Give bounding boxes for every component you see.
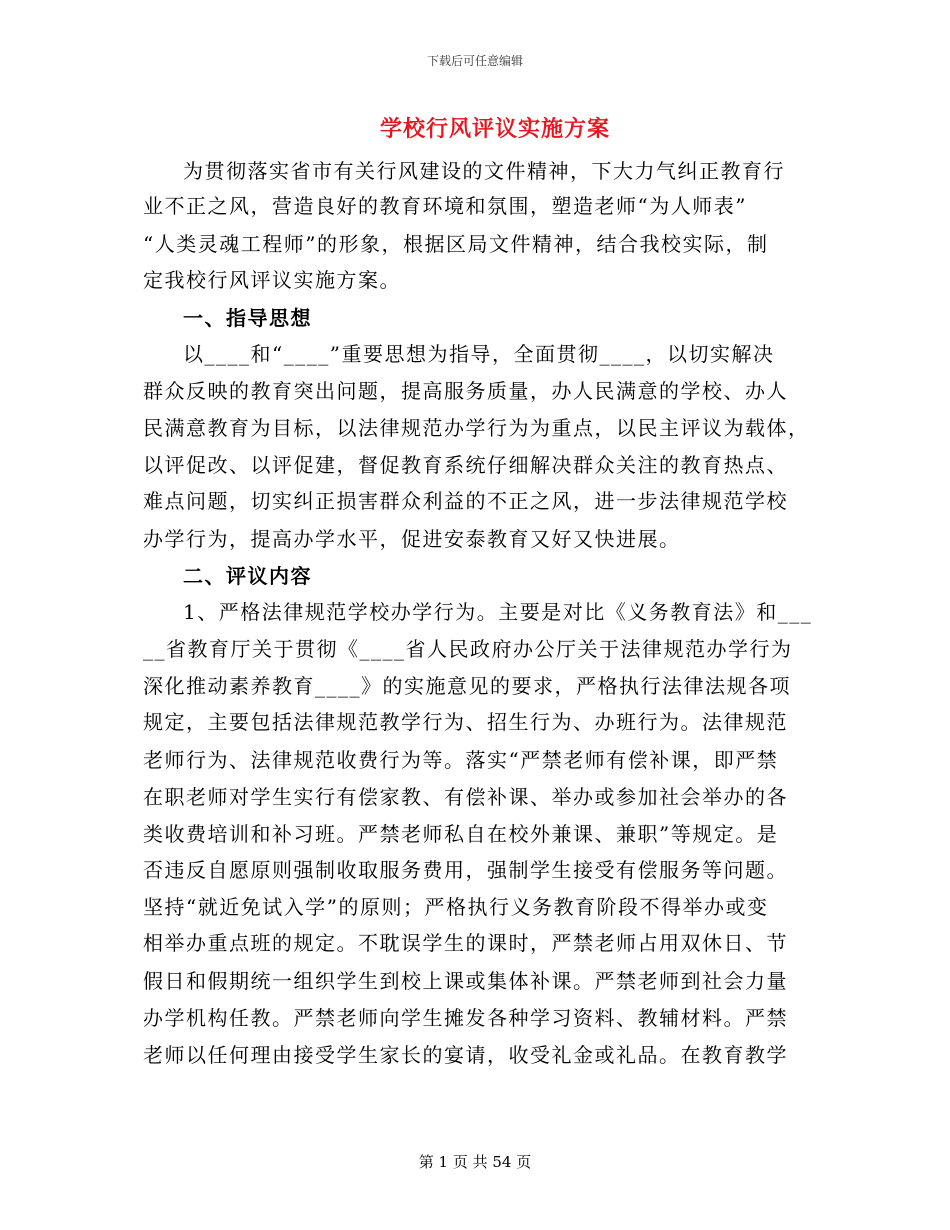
paragraph-line: 为贯彻落实省市有关行风建设的文件精神，下大力气纠正教育行 [183,159,785,183]
paragraph-line: 办学行为，提高办学水平，促进安泰教育又好又快进展。 [143,527,681,551]
paragraph-line: 规定，主要包括法律规范教学行为、招生行为、办班行为。法律规范 [143,710,788,734]
document-title: 学校行风评议实施方案 [379,116,610,142]
paragraph-line: 老师以任何理由接受学生家长的宴请，收受礼金或礼品。在教育教学 [143,1043,788,1067]
page-number-footer: 第 1 页 共 54 页 [418,1153,532,1171]
paragraph-line: __省教育厅关于贯彻《____省人民政府办公厅关于法律规范办学行为 [143,637,793,661]
paragraph-line: 民满意教育为目标，以法律规范办学行为为重点，以民主评议为载体， [143,416,810,440]
paragraph-line: 以____和“____”重要思想为指导，全面贯彻____，以切实解决 [183,342,775,366]
section-heading: 一、指导思想 [183,306,312,330]
paragraph-line: 业不正之风，营造良好的教育环境和氛围，塑造老师“为人师表” [143,194,747,218]
paragraph-line: 以评促改、以评促建，督促教育系统仔细解决群众关注的教育热点、 [143,453,788,477]
paragraph-line: 否违反自愿原则强制收取服务费用，强制学生接受有偿服务等问题。 [143,858,788,882]
paragraph-line: 假日和假期统一组织学生到校上课或集体补课。严禁老师到社会力量 [143,969,788,993]
paragraph-line: 在职老师对学生实行有偿家教、有偿补课、举办或参加社会举办的各 [143,785,788,809]
paragraph-line: 办学机构任教。严禁老师向学生摊发各种学习资料、教辅材料。严禁 [143,1006,788,1030]
paragraph-line: 群众反映的教育突出问题，提高服务质量，办人民满意的学校、办人 [143,379,788,403]
paragraph-line: 类收费培训和补习班。严禁老师私自在校外兼课、兼职”等规定。是 [143,822,779,846]
paragraph-line: 定我校行风评议实施方案。 [143,268,401,292]
section-heading: 二、评议内容 [183,564,312,588]
paragraph-line: “人类灵魂工程师”的形象，根据区局文件精神，结合我校实际，制 [143,232,769,256]
paragraph-line: 1、严格法律规范学校办学行为。主要是对比《义务教育法》和___ [183,600,813,624]
paragraph-line: 难点问题，切实纠正损害群众利益的不正之风，进一步法律规范学校 [143,489,788,513]
paragraph-line: 相举办重点班的规定。不耽误学生的课时，严禁老师占用双休日、节 [143,931,788,955]
paragraph-line: 深化推动素养教育____》的实施意见的要求，严格执行法律法规各项 [143,674,791,698]
paragraph-line: 坚持“就近免试入学”的原则；严格执行义务教育阶段不得举办或变 [143,895,769,919]
header-note: 下载后可任意编辑 [426,54,523,68]
paragraph-line: 老师行为、法律规范收费行为等。落实“严禁老师有偿补课，即严禁 [143,748,779,772]
